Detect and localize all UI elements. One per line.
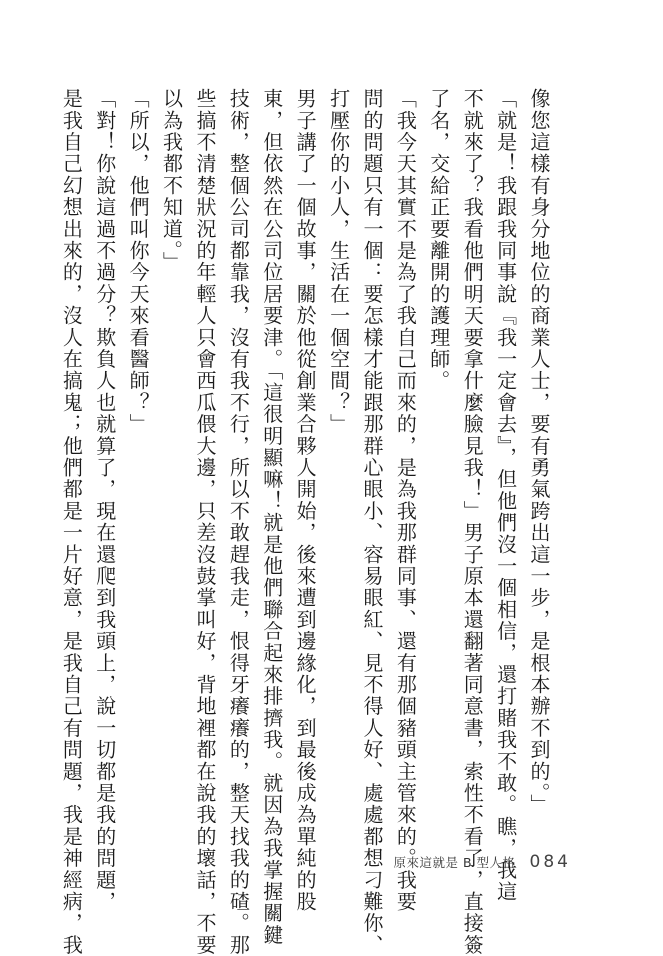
page-footer [394,852,571,872]
text-column: 些搞不清楚狀況的年輕人只會西瓜偎大邊，只差沒鼓掌叫好，背地裡都在說我的壞話，不要 [192,88,217,956]
text-column: 「所以，他們叫你今天來看醫師？」 [126,88,151,436]
text-column: 東，但依然在公司位居要津。「這很明顯嘛！就是他們聯合起來排擠我。就因為我掌握關鍵 [259,88,284,946]
text-column: 男子講了一個故事，關於他從創業合夥人開始，後來遭到邊緣化，到最後成為單純的股 [293,88,318,913]
text-column: 「對！你說這過不過分？欺負人也就算了，現在還爬到我頭上，說一切都是我的問題， [92,88,117,913]
text-column: 技術，整個公司都靠我，沒有我不行，所以不敢趕我走，恨得牙癢癢的，整天找我的碴。那 [226,88,251,956]
running-footer-title: 原來這就是 B 型人格 [393,855,516,870]
text-column: 像您這樣有身分地位的商業人士，要有勇氣跨出這一步，是根本辦不到的。」 [527,88,551,816]
text-column: 「我今天其實不是為了我自己而來的，是為我那群同事、還有那個豬頭主管來的。我要 [393,88,418,913]
text-column: 打壓你的小人，生活在一個空間？」 [326,88,351,436]
text-column: 問的問題只有一個：要怎樣才能跟那群心眼小、容易眼紅、見不得人好、處處都想刁難你、 [359,88,384,956]
text-column: 了名，交給正要離開的護理師。 [426,88,451,392]
text-column: 「就是！我跟我同事說『我一定會去』，但他們沒一個相信，還打賭我不敢。瞧，我這 [493,88,518,903]
text-column: 不就來了？我看他們明天要拿什麼臉見我！」男子原本還翻著同意書，索性不看了，直接簽 [460,88,485,956]
text-column: 是我自己幻想出來的，沒人在搞鬼；他們都是一片好意，是我自己有問題，我是神經病，我 [59,88,84,956]
page-number: 084 [529,852,571,872]
text-column: 以為我都不知道。」 [159,88,184,274]
